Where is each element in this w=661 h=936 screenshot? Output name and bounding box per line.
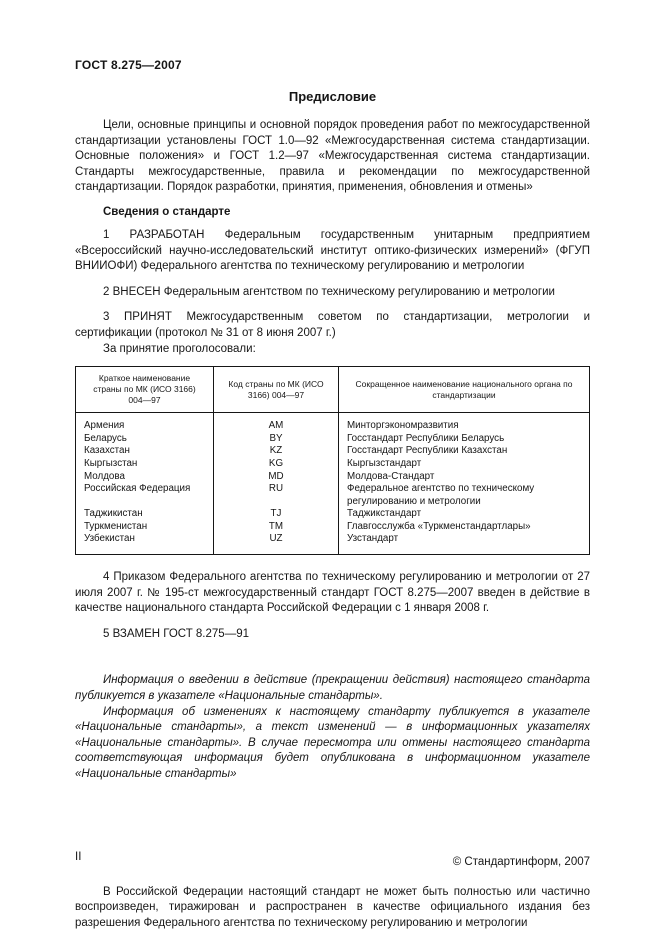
cell-country: Казахстан xyxy=(76,445,214,458)
cell-org: Главгосслужба «Туркменстандартлары» xyxy=(339,521,590,534)
cell-code: KG xyxy=(214,458,339,471)
cell-org: Узстандарт xyxy=(339,533,590,554)
page-title: Предисловие xyxy=(288,89,377,104)
clause-2-submitted: 2 ВНЕСЕН Федеральным агентством по техническому регулированию и метрологии xyxy=(103,285,555,298)
cell-country: Армения xyxy=(76,413,214,433)
cell-country: Кыргызстан xyxy=(76,458,214,471)
table-row xyxy=(76,483,590,508)
cell-code: TJ xyxy=(214,508,339,521)
col-header-country: Краткое наименование страны по МК (ИСО 3166) 004—97 xyxy=(76,367,214,413)
cell-org: Таджикстандарт xyxy=(339,508,590,521)
cell-org: Госстандарт Республики Беларусь xyxy=(339,433,590,446)
cell-code: RU xyxy=(214,483,339,508)
cell-code: KZ xyxy=(214,445,339,458)
cell-country: Молдова xyxy=(76,471,214,484)
reproduction-restriction: В Российской Федерации настоящий стандарт не может быть полностью или частично воспроизведен, тиражирован и распространен в качестве официального издания без разрешения Федерального агентства по техническому регулированию и метрологии xyxy=(75,885,590,929)
table-row xyxy=(76,445,590,458)
table-row xyxy=(76,458,590,471)
vote-table xyxy=(75,366,590,555)
clause-1-developed: 1 РАЗРАБОТАН Федеральным государственным унитарным предприятием «Всероссийский научно-исследовательский институт оптико-физических измерений» (ФГУП ВНИИОФИ) Федерального агентства по техническому регулированию и метрологии xyxy=(75,228,590,273)
cell-country: Туркменистан xyxy=(76,521,214,534)
col-header-code: Код страны по МК (ИСО 3166) 004—97 xyxy=(214,367,339,413)
table-row xyxy=(76,508,590,521)
table-row xyxy=(76,413,590,433)
intro-paragraph: Цели, основные принципы и основной порядок проведения работ по межгосударственной стандартизации установлены ГОСТ 1.0—92 «Межгосударственная система стандартизации. Основные положения» и ГОСТ 1.2—97 «Межгосударственная система стандартизации. Стандарты межгосударственные, правила и рекомендации по межгосударственной стандартизации. Порядок разработки, принятия, применения, обновления и отмены» xyxy=(75,119,590,194)
vote-table-header-row xyxy=(76,367,590,413)
cell-org: Молдова-Стандарт xyxy=(339,471,590,484)
vote-lead: За принятие проголосовали: xyxy=(103,342,256,355)
cell-org: Госстандарт Республики Казахстан xyxy=(339,445,590,458)
cell-country: Таджикистан xyxy=(76,508,214,521)
table-row xyxy=(76,521,590,534)
standard-info-heading: Сведения о стандарте xyxy=(103,205,231,218)
cell-country: Российская Федерация xyxy=(76,483,214,508)
cell-org: Федеральное агентство по техническому регулированию и метрологии xyxy=(339,483,590,508)
table-row xyxy=(76,533,590,554)
clause-4-enacted: 4 Приказом Федерального агентства по техническому регулированию и метрологии от 27 июля 2007 г. № 195-ст межгосударственный стандарт ГОСТ 8.275—2007 введен в действие в качестве национального стандарта Российской Федерации с 1 января 2008 г. xyxy=(75,571,590,615)
note-enactment: Информация о введении в действие (прекращении действия) настоящего стандарта публикуется в указателе «Национальные стандарты». xyxy=(75,674,590,703)
page-number: II xyxy=(75,851,82,863)
clause-5-replaces: 5 ВЗАМЕН ГОСТ 8.275—91 xyxy=(103,627,249,640)
col-header-org: Сокращенное наименование национального органа по стандартизации xyxy=(339,367,590,413)
clause-3-adopted: 3 ПРИНЯТ Межгосударственным советом по стандартизации, метрологии и сертификации (протокол № 31 от 8 июня 2007 г.) xyxy=(75,311,590,339)
cell-code: BY xyxy=(214,433,339,446)
table-row xyxy=(76,433,590,446)
cell-org: Кыргызстандарт xyxy=(339,458,590,471)
doc-code: ГОСТ 8.275—2007 xyxy=(75,58,182,72)
cell-country: Беларусь xyxy=(76,433,214,446)
cell-org: Минторгэкономразвития xyxy=(339,413,590,433)
cell-country: Узбекистан xyxy=(76,533,214,554)
copyright-line: © Стандартинформ, 2007 xyxy=(452,855,590,868)
table-row xyxy=(76,471,590,484)
note-amendments: Информация об изменениях к настоящему стандарту публикуется в указателе «Национальные стандарты», а текст изменений — в информационных указателях «Национальные стандарты». В случае пересмотра или отмены настоящего стандарта соответствующая информация будет опубликована в информационном указателе «Национальные стандарты» xyxy=(75,705,590,780)
cell-code: AM xyxy=(214,413,339,433)
cell-code: MD xyxy=(214,471,339,484)
cell-code: UZ xyxy=(214,533,339,554)
cell-code: TM xyxy=(214,521,339,534)
